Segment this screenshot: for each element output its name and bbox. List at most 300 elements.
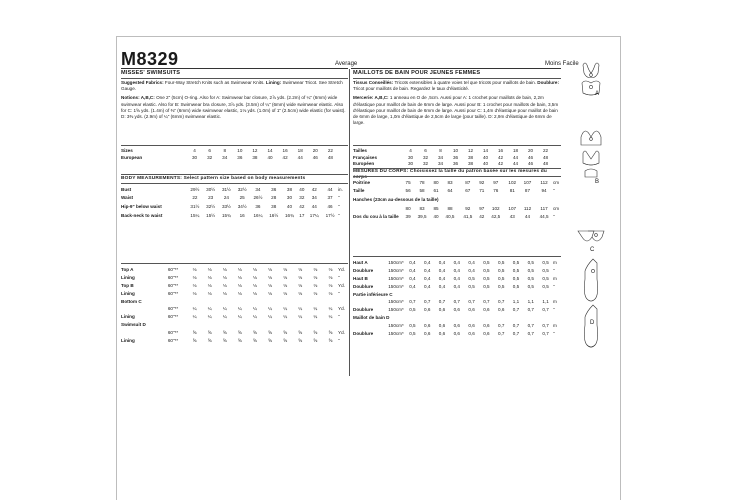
value-cell: ⅛ [283,282,288,288]
value-cell: 0,7 [527,322,534,328]
value-cell: 44 [524,214,531,220]
value-cell: ⅛ [207,275,212,281]
value-cell: ¼ [313,306,318,312]
size-cell: 32 [422,161,429,167]
value-cell: ⅛ [222,275,227,281]
sizes-row [121,147,348,154]
french-fabrics [353,80,561,92]
value-cell: 0,6 [424,330,431,336]
value-cell: 0,6 [483,322,490,328]
size-cell: 6 [424,147,427,153]
value-cell: 0,6 [468,307,475,313]
value-cell: 76 [493,188,499,194]
value-cell: 0,5 [409,322,416,328]
fabric-width: 60"** [167,290,179,296]
size-cell: 10 [237,147,243,153]
row-label: Waist [121,195,134,201]
french-yardage-table [353,259,561,337]
value-cell: ⅝ [328,337,333,343]
size-cell: 42 [497,161,504,167]
size-cell: 34 [437,154,444,160]
body-measurement-row [353,187,561,196]
unit-cell: " [553,214,555,220]
value-cell: ⅛ [192,290,197,296]
value-cell: 0,6 [453,330,460,336]
value-cell: 0,6 [438,322,446,328]
value-cell: 0,5 [542,275,549,281]
value-cell: 0,7 [527,307,534,313]
value-cell: 0,5 [468,275,475,281]
unit-cell: " [338,212,340,218]
value-cell: 22 [192,195,198,201]
value-cell: 38 [271,203,277,209]
value-cell: 71 [479,188,485,194]
value-cell: ⅝ [313,337,318,343]
value-cell: 36 [271,186,277,192]
notions-label: Mercerie: A,B,C: [353,95,389,101]
notions-text: 1 anneau en O de ,5cm. Aussi pour A: 1 crochet pour maillots de bain, 2,2m d'élastique pour maillot de bain de 6mm de large. Aussi pour B: 1 crochet pour maillots de bain, 3,5m d'élastique pour maillot de bain de 6mm de large. Aussi pour C: 1,4m d'élastique pour maillot de bain de 6mm de large, 1,0m d'élastique de 2,5cm de large (pour taille). D: 2,9m d'élastique de 6mm de large. [353,95,559,126]
yardage-row [121,313,348,321]
value-cell: 88 [447,205,453,211]
size-cell: 8 [223,147,227,153]
body-measurement-row [121,211,348,220]
view-label-a: A [595,91,600,97]
size-cell: 18 [297,147,303,153]
unit-cell: m [553,275,557,281]
value-cell: 0,5 [497,260,505,266]
body-measurement-row [353,204,561,213]
size-cell: 20 [312,147,318,153]
european-row [121,154,348,161]
value-cell: ⅛ [268,275,272,281]
value-cell: 0,5 [542,283,549,289]
row-label: Lining [121,314,135,320]
row-label: Top A [121,267,134,273]
unit-cell: Yd. [338,329,345,335]
francaises-row [353,154,561,161]
french-body-table [353,178,561,221]
fabric-width: 60"** [167,282,179,288]
value-cell: ⅝ [328,329,333,335]
value-cell: 0,7 [483,299,490,305]
value-cell: ¼ [253,306,257,312]
english-fabrics [121,80,348,92]
value-cell: 40 [433,214,439,220]
value-cell: 0,5 [483,260,490,266]
body-measurement-row [121,185,348,194]
value-cell: 94 [541,188,547,194]
fabric-width: 60"** [167,337,179,343]
value-cell: 42 [299,203,305,209]
size-cell: 22 [542,147,549,153]
value-cell: 16¼ [253,212,263,218]
value-cell: ¼ [207,314,212,320]
unit-cell: m [553,299,557,305]
value-cell: 17½ [325,212,335,218]
value-cell: ⅝ [298,329,303,335]
fabric-width: 150cm* [388,275,404,281]
unit-cell: m [553,260,557,266]
english-notions [121,95,348,120]
value-cell: 56 [405,188,411,194]
value-cell: 31½ [221,186,231,192]
value-cell: 0,4 [468,260,475,266]
value-cell: 0,4 [409,275,416,281]
size-cell: 12 [467,147,474,153]
value-cell: 112 [540,179,548,185]
value-cell: ⅛ [268,267,272,273]
size-cell: 14 [267,147,273,153]
size-cell: 42 [497,154,504,160]
size-cell: 46 [527,161,534,167]
size-cell: 42 [282,154,288,160]
difficulty-english: Average [335,61,358,67]
value-cell: ⅝ [237,337,242,343]
value-cell: 34 [255,186,261,192]
french-title: MAILLOTS DE BAIN POUR JEUNES FEMMES [353,70,481,76]
value-cell: 0,6 [497,307,505,313]
value-cell: 117 [540,205,548,211]
yardage-row [353,275,561,283]
english-sizes-table [121,147,348,160]
value-cell: ⅛ [313,267,318,273]
value-cell: 0,7 [409,299,416,305]
value-cell: 0,4 [424,268,431,274]
value-cell: 58 [419,188,425,194]
european-label: European [121,154,143,160]
yardage-row [121,321,348,329]
fabric-width: 60"** [167,314,179,320]
unit-cell: Yd. [338,306,345,312]
value-cell: 0,6 [438,330,446,336]
row-label [353,204,403,213]
value-cell: 0,4 [453,283,460,289]
value-cell: 24 [223,195,229,201]
view-label-d: D [590,320,595,326]
value-cell: 32½ [237,186,247,192]
unit-cell: " [553,188,555,194]
size-cell: 48 [542,161,549,167]
value-cell: 34½ [237,203,247,209]
lining-text: Tricot pour maillots de bain. Regardez le taux d'élasticité. [353,86,470,92]
value-cell: 15¼ [190,212,200,218]
value-cell: ⅛ [253,282,257,288]
size-cell: 16 [282,147,288,153]
size-cell: 20 [527,147,534,153]
value-cell: 92 [465,205,471,211]
size-cell: 30 [407,161,414,167]
value-cell: ⅛ [192,282,197,288]
fabric-width: 150cm* [388,330,404,336]
value-cell: 0,5 [512,268,520,274]
divider [121,174,348,175]
value-cell: ¼ [237,306,242,312]
unit-cell: " [338,275,340,281]
value-cell: 0,5 [512,275,520,281]
europeen-row [353,160,561,167]
fabric-width: 60"** [167,329,179,335]
size-cell: 46 [527,154,534,160]
value-cell: ⅛ [268,290,272,296]
row-label: Hanches (23cm au-dessous de la taille) [353,196,439,202]
yardage-row [121,305,348,313]
yardage-row [353,314,561,322]
value-cell: ¼ [192,314,197,320]
value-cell: 0,7 [438,299,446,305]
yardage-row [121,297,348,305]
row-label: Doublure [353,283,374,289]
value-cell: ¼ [222,314,227,320]
english-title: MISSES' SWIMSUITS [121,70,181,76]
value-cell: 0,7 [497,330,505,336]
value-cell: ⅛ [253,275,257,281]
value-cell: ⅛ [313,275,318,281]
size-cell: 36 [237,154,243,160]
value-cell: 97 [493,179,499,185]
value-cell: 39,5 [417,214,427,220]
value-cell: ⅛ [237,290,242,296]
unit-cell: " [338,290,340,296]
fabrics-text: Four-Way Stretch Knits such as Swimwear Knits. [164,80,265,85]
value-cell: ¼ [283,306,288,312]
size-cell: 46 [312,154,318,160]
fabric-width: 60"** [167,306,179,312]
unit-cell: cm [553,205,560,211]
value-cell: 0,5 [483,283,490,289]
french-column [353,70,561,126]
value-cell: ⅝ [298,337,303,343]
value-cell: 32½ [206,203,216,209]
size-cell: 34 [222,154,228,160]
value-cell: 0,7 [497,299,505,305]
value-cell: ¼ [328,314,333,320]
value-cell: ⅛ [328,275,333,281]
value-cell: ⅝ [253,337,257,343]
value-cell: 0,5 [527,268,534,274]
value-cell: ¼ [192,306,197,312]
row-label [121,328,159,336]
size-cell: 36 [452,161,459,167]
size-cell: 38 [467,154,474,160]
unit-cell: m [553,322,557,328]
value-cell: 0,4 [409,268,416,274]
value-cell: 80 [405,205,411,211]
value-cell: ⅛ [298,275,303,281]
value-cell: ⅝ [192,329,197,335]
value-cell: ¼ [298,314,303,320]
value-cell: 46 [327,203,333,209]
size-cell: 44 [512,161,519,167]
row-label: Hip-9" below waist [121,203,162,209]
value-cell: 0,6 [468,330,475,336]
value-cell: 28 [271,195,277,201]
size-cell: 44 [512,154,519,160]
value-cell: 0,5 [409,330,416,336]
value-cell: 26½ [253,195,263,201]
value-cell: ⅝ [313,329,318,335]
value-cell: 17¼ [309,212,319,218]
value-cell: ⅛ [222,267,227,273]
yardage-row [353,259,561,267]
value-cell: 0,5 [512,283,520,289]
value-cell: 0,6 [453,322,460,328]
value-cell: ⅝ [268,337,272,343]
size-cell: 22 [327,147,333,153]
view-label-b: B [595,179,600,185]
value-cell: ⅛ [328,290,333,296]
size-cell: 38 [252,154,258,160]
value-cell: 36 [255,203,261,209]
value-cell: 0,5 [497,283,505,289]
value-cell: 97 [479,205,485,211]
value-cell: 85 [433,205,439,211]
value-cell: 0,7 [542,330,549,336]
divider [121,183,348,184]
value-cell: ⅛ [207,282,212,288]
pattern-number: M8329 [121,49,179,69]
value-cell: ⅛ [328,267,333,273]
row-label: Taille [353,188,365,194]
value-cell: ⅛ [253,290,257,296]
value-cell: 0,4 [409,283,416,289]
fabric-width: 150cm* [388,322,404,328]
view-label-c: C [590,247,595,253]
unit-cell: " [338,195,340,201]
row-label: Lining [121,275,135,281]
unit-cell: " [338,314,340,320]
value-cell: 38 [286,186,293,192]
value-cell: ⅛ [283,267,288,273]
unit-cell: " [553,307,555,313]
fabric-width: 150cm* [388,260,404,266]
value-cell: ¼ [283,314,288,320]
value-cell: ¼ [313,314,318,320]
divider [353,176,561,177]
body-measurement-row [121,202,348,211]
top-b-drawing [581,131,601,177]
value-cell: 43 [509,214,515,220]
value-cell: ⅛ [313,282,318,288]
body-measurement-row [353,212,561,221]
value-cell: 0,6 [483,330,490,336]
difficulty-french: Moins Facile [545,61,579,67]
value-cell: ⅛ [298,282,303,288]
value-cell: ⅛ [283,290,288,296]
value-cell: ⅝ [222,337,227,343]
value-cell: 16 [239,212,245,218]
value-cell: 44,5 [539,214,549,220]
yardage-row [121,282,348,290]
french-body-title: MESURES DU CORPS: Choisissez la taille du patron basée sur les mesures du corps [353,169,548,180]
fabric-width: 150cm* [388,299,404,305]
notions-label: Notions: A,B,C: [121,95,155,101]
value-cell: ⅝ [283,337,288,343]
value-cell: 23 [208,195,214,201]
row-label: Doublure [353,268,374,274]
value-cell: 0,7 [453,299,460,305]
value-cell: 16½ [269,212,279,218]
value-cell: 78 [419,179,425,185]
value-cell: 0,6 [438,307,446,313]
unit-cell: " [553,283,555,289]
value-cell: 0,5 [409,307,416,313]
yardage-row [353,267,561,275]
french-notions [353,95,561,126]
value-cell: 40 [299,186,305,192]
value-cell: ⅝ [207,329,212,335]
value-cell: ⅝ [222,329,227,335]
yardage-row [353,306,561,314]
value-cell: ⅛ [283,275,288,281]
row-label: Haut A [353,260,368,266]
row-label: Bottom C [121,298,142,304]
value-cell: 83 [419,205,425,211]
fabric-width: 60"** [167,267,179,273]
size-cell: 18 [512,147,519,153]
value-cell: 44 [327,186,333,192]
size-cell: 44 [297,154,303,160]
size-cell: 48 [327,154,333,160]
value-cell: 0,7 [512,322,520,328]
divider [353,78,561,79]
row-label: Swimsuit D [121,321,146,327]
divider [353,256,561,257]
value-cell: 39 [405,214,411,220]
value-cell: ⅛ [192,275,197,281]
fabric-width: 150cm* [388,307,404,313]
value-cell: ⅛ [298,267,303,273]
size-cell: 32 [422,154,429,160]
body-measurement-row [353,178,561,187]
value-cell: 0,7 [468,299,475,305]
size-cell: 10 [452,147,459,153]
tailles-row [353,147,561,154]
value-cell: 87 [465,179,471,185]
row-label [353,298,387,306]
value-cell: 0,4 [438,268,446,274]
value-cell: 32 [299,195,305,201]
value-cell: ¼ [237,314,242,320]
yardage-row [353,321,561,329]
value-cell: 33½ [221,203,231,209]
fabric-width: 150cm* [388,268,404,274]
value-cell: 37 [327,195,333,201]
row-label [121,305,159,313]
row-label: Lining [121,290,135,296]
value-cell: 0,7 [542,307,549,313]
value-cell: 107 [523,179,532,185]
value-cell: 0,7 [497,322,505,328]
yardage-row [353,282,561,290]
value-cell: 0,4 [438,260,446,266]
size-cell: 34 [437,161,444,167]
value-cell: 0,6 [468,322,475,328]
row-label: Back-neck to waist [121,212,163,218]
value-cell: 102 [491,205,500,211]
value-cell: ⅛ [237,275,242,281]
row-label: Partie inférieure C [353,291,393,297]
body-measurement-row [121,194,348,203]
size-cell: 4 [409,147,412,153]
value-cell: 0,4 [409,260,416,266]
yardage-row [121,328,348,336]
size-cell: 40 [482,161,489,167]
value-cell: ¼ [268,306,272,312]
row-label: Dos du cou à la taille [353,214,399,220]
value-cell: 40,5 [445,214,455,220]
value-cell: 83 [447,179,453,185]
english-body-table [121,185,348,219]
